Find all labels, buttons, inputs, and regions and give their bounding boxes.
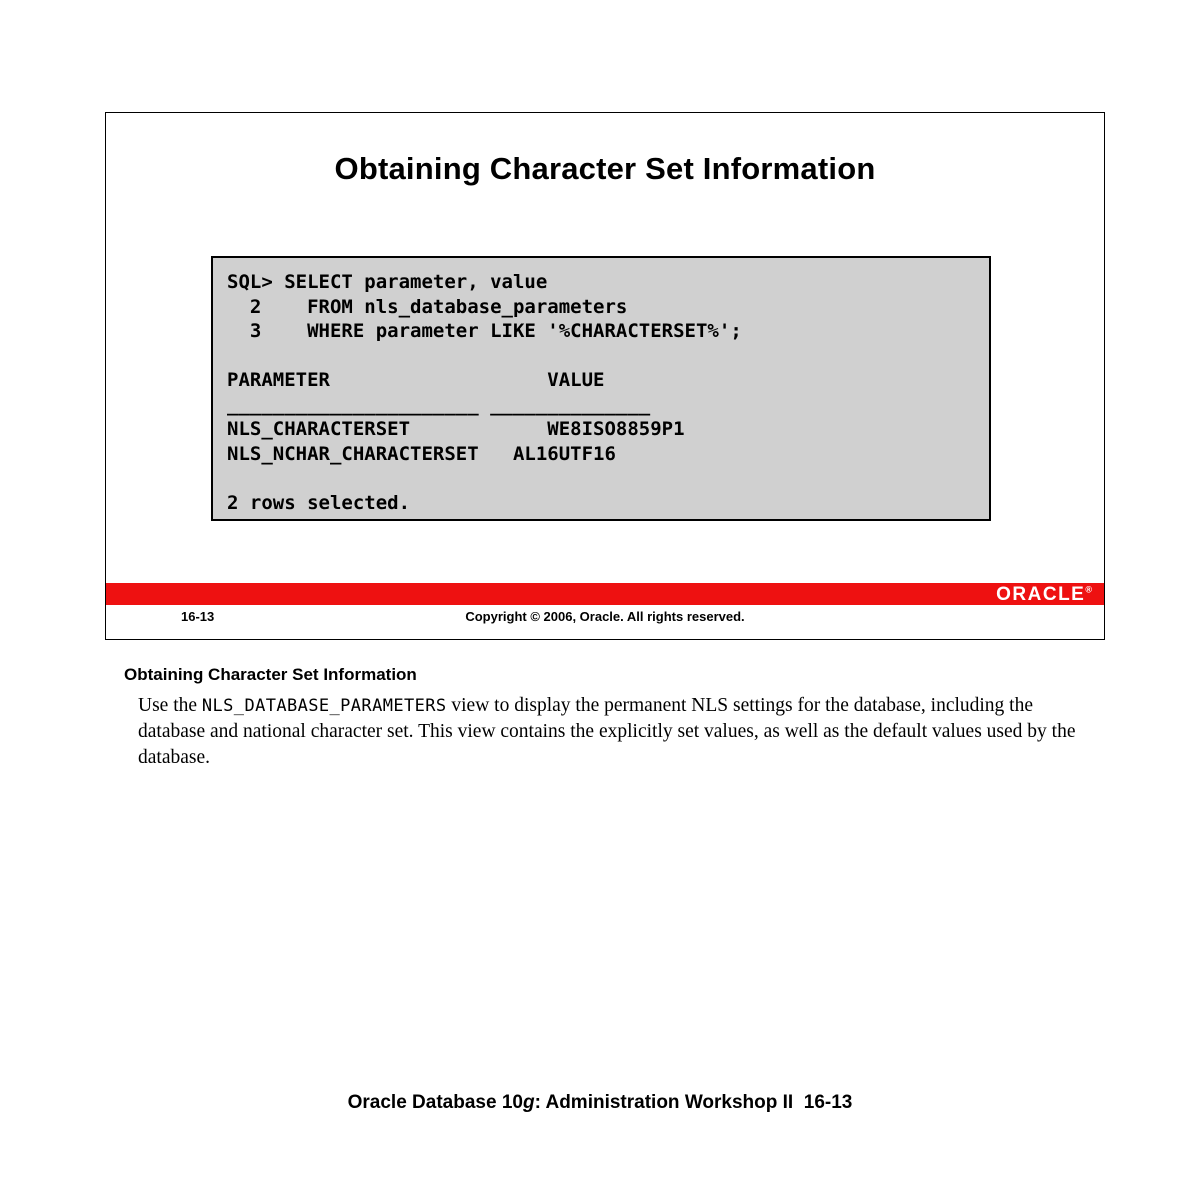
notes-view-name: NLS_DATABASE_PARAMETERS — [201, 696, 447, 716]
slide-copyright: Copyright © 2006, Oracle. All rights reserved. — [465, 609, 745, 624]
notes-text-prefix: Use the — [138, 695, 202, 716]
code-line-row: NLS_CHARACTERSET WE8ISO8859P1 — [227, 418, 685, 440]
sql-code-block — [211, 256, 991, 521]
document-footer-product-prefix: Oracle Database 10 — [347, 1092, 523, 1113]
notes-heading: Obtaining Character Set Information — [124, 665, 417, 684]
document-footer — [0, 1092, 1200, 1114]
slide-title: Obtaining Character Set Information — [334, 151, 876, 186]
slide-red-bar — [106, 583, 1104, 605]
code-line-blank — [227, 466, 989, 491]
code-line-header: PARAMETER VALUE — [227, 369, 605, 391]
code-line-rule: ______________________ ______________ — [227, 393, 651, 416]
slide-page-number: 16-13 — [181, 609, 215, 624]
notes-section — [124, 665, 1084, 771]
document-footer-product-italic: g — [522, 1092, 535, 1113]
notes-paragraph — [138, 693, 1084, 771]
code-line-blank — [227, 344, 989, 369]
oracle-logo — [996, 584, 1092, 606]
notes-text-suffix: view to display the permanent NLS settings for the database, including the database and national character set. This view contains the explicitly set values, as well as the default values used by the database. — [138, 695, 1076, 768]
code-line-result: 2 rows selected. — [227, 491, 411, 514]
slide-container — [105, 112, 1105, 640]
code-line: 2 FROM nls_database_parameters — [227, 295, 628, 318]
oracle-logo-trademark: ® — [1085, 584, 1092, 595]
document-footer-product-suffix: : Administration Workshop II — [534, 1092, 794, 1113]
code-line-row: NLS_NCHAR_CHARACTERSET AL16UTF16 — [227, 442, 616, 465]
oracle-logo-text: ORACLE — [996, 584, 1086, 605]
document-footer-page-number: 16-13 — [803, 1092, 853, 1113]
code-line: 3 WHERE parameter LIKE '%CHARACTERSET%'; — [227, 320, 742, 342]
code-line: SQL> SELECT parameter, value — [227, 271, 548, 293]
slide-footer — [106, 609, 1104, 631]
